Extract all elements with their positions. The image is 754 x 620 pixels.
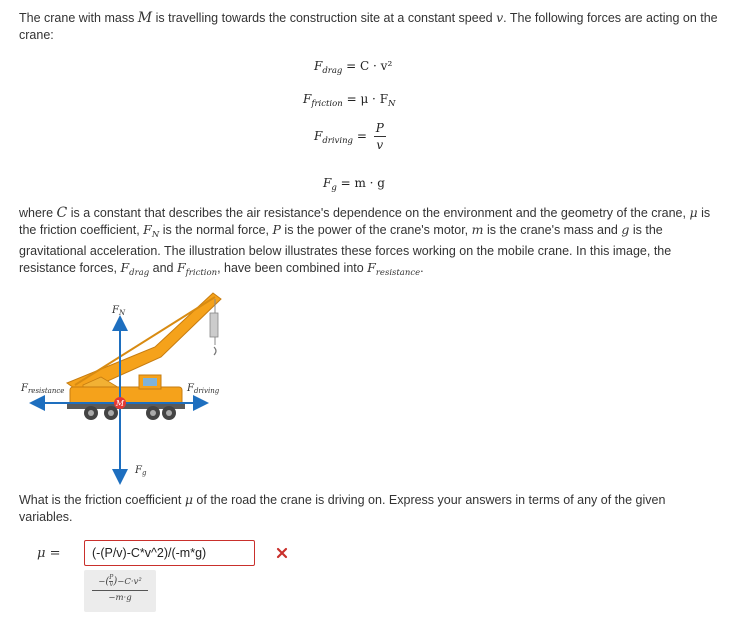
answer-input[interactable] [84,540,255,566]
answer-label: μ = [37,546,61,561]
crane-force-diagram [15,285,245,485]
equation-gravity: $F_g = m \cdot g$ [323,176,385,193]
crane-illustration [67,293,221,420]
label-driving-force: $F_{driving}$ [187,383,220,395]
equation-driving: $F_{driving}$ = $\frac{P}{v}$ [314,121,384,152]
preview-numerator: −( $\frac{P}{v}$ )−C·v² [92,570,148,591]
intro-text: The crane with mass M is travelling towards the construction site at a constant speed v. The following forces are acting on the crane: [19,10,718,42]
answer-preview [84,570,156,612]
question-text: What is the friction coefficient μ of the road the crane is driving on. Express your answers in terms of any of the given variables. [19,492,666,524]
mass-label: M [115,399,125,408]
preview-denominator: −m·g [108,593,132,603]
description-text: where C is a constant that describes the air resistance's dependence on the environment and the geometry of the crane, μ is the friction coefficient, $F_N$ is the normal force, P is the power of the crane's motor, m is the crane's mass and g is the gravitational acceleration. The illustration below illustrates these forces working on the mobile crane. In this image, the resistance forces, $F_{drag}$ and $F_{friction}$, have been combined into $F_{resistance}$. [19,205,711,278]
equation-friction: $F_{friction} = \mu \cdot F_N$ [303,92,396,109]
label-resistance-force: $F_{resistance}$ [21,383,65,395]
label-normal-force: $F_N$ [112,305,126,317]
driving-fraction: $\frac{P}{v}$ [375,121,384,152]
label-gravity-force: $F_g$ [135,465,147,477]
cross-icon [276,547,288,559]
equation-drag: $F_{drag} = C \cdot v^2$ [314,59,393,76]
